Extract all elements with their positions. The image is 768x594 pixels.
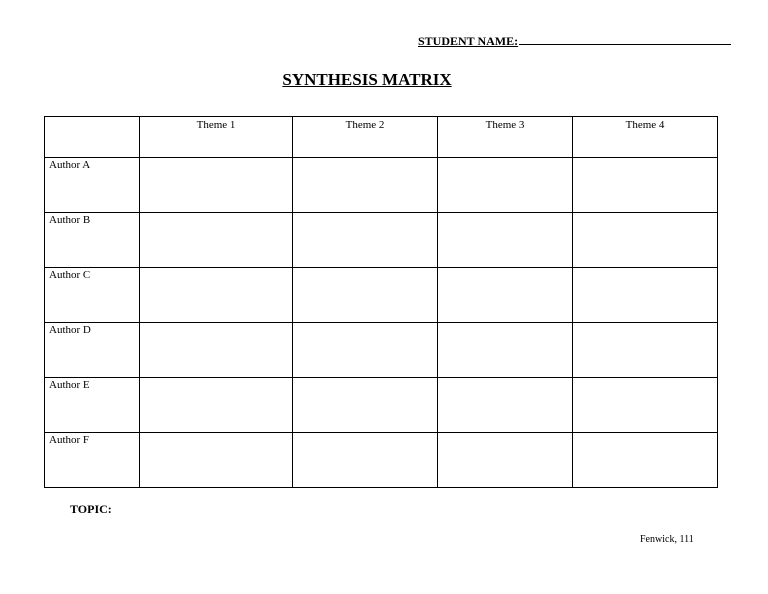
row-label-author-a: Author A — [45, 158, 140, 213]
matrix-cell[interactable] — [438, 213, 573, 268]
column-header-theme-3: Theme 3 — [438, 117, 573, 158]
page-title — [0, 70, 734, 90]
row-label-author-f: Author F — [45, 433, 140, 488]
footer-citation: Fenwick, 111 — [640, 534, 694, 545]
matrix-cell[interactable] — [293, 213, 438, 268]
matrix-cell[interactable] — [438, 268, 573, 323]
row-label-author-d: Author D — [45, 323, 140, 378]
matrix-row-author-e — [45, 378, 718, 433]
matrix-cell[interactable] — [438, 378, 573, 433]
matrix-row-author-f — [45, 433, 718, 488]
matrix-cell[interactable] — [140, 378, 293, 433]
column-header-theme-2: Theme 2 — [293, 117, 438, 158]
matrix-cell[interactable] — [573, 433, 718, 488]
page-title-text: SYNTHESIS MATRIX — [282, 70, 452, 89]
student-name-label: STUDENT NAME: — [418, 34, 519, 48]
matrix-row-author-b — [45, 213, 718, 268]
student-name-blank-line[interactable] — [519, 34, 731, 45]
synthesis-matrix-table — [44, 116, 718, 488]
matrix-header-row — [45, 117, 718, 158]
row-label-author-c: Author C — [45, 268, 140, 323]
column-header-theme-4: Theme 4 — [573, 117, 718, 158]
matrix-cell[interactable] — [573, 323, 718, 378]
matrix-corner-cell — [45, 117, 140, 158]
matrix-cell[interactable] — [140, 213, 293, 268]
matrix-cell[interactable] — [293, 378, 438, 433]
matrix-cell[interactable] — [438, 158, 573, 213]
matrix-cell[interactable] — [573, 213, 718, 268]
topic-label: TOPIC: — [70, 502, 112, 516]
column-header-theme-1: Theme 1 — [140, 117, 293, 158]
matrix-cell[interactable] — [438, 323, 573, 378]
matrix-row-author-c — [45, 268, 718, 323]
matrix-cell[interactable] — [140, 323, 293, 378]
matrix-cell[interactable] — [140, 433, 293, 488]
matrix-cell[interactable] — [140, 268, 293, 323]
row-label-author-e: Author E — [45, 378, 140, 433]
matrix-cell[interactable] — [293, 158, 438, 213]
matrix-cell[interactable] — [438, 433, 573, 488]
matrix-row-author-a — [45, 158, 718, 213]
matrix-cell[interactable] — [140, 158, 293, 213]
matrix-cell[interactable] — [293, 268, 438, 323]
matrix-cell[interactable] — [573, 268, 718, 323]
matrix-cell[interactable] — [293, 433, 438, 488]
matrix-row-author-d — [45, 323, 718, 378]
matrix-cell[interactable] — [293, 323, 438, 378]
matrix-cell[interactable] — [573, 378, 718, 433]
matrix-cell[interactable] — [573, 158, 718, 213]
student-name-field — [418, 34, 731, 49]
row-label-author-b: Author B — [45, 213, 140, 268]
